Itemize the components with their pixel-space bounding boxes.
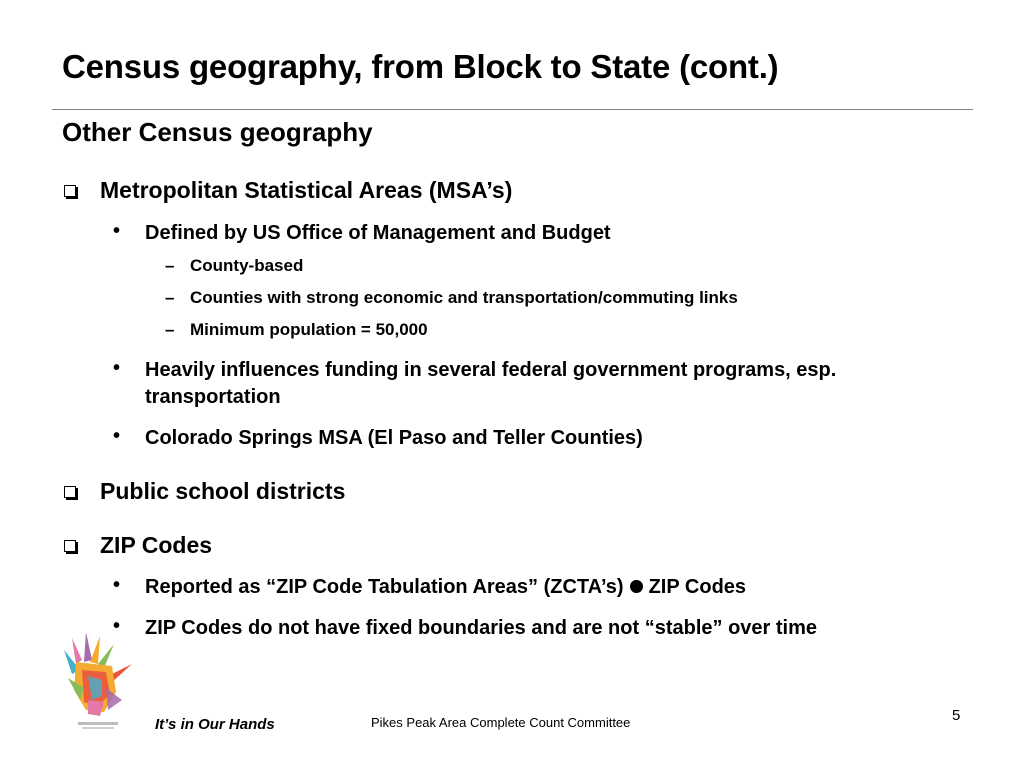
slide-subtitle: Other Census geography (62, 117, 373, 147)
dash-icon: – (165, 288, 175, 307)
footer-tagline: It’s in Our Hands (155, 716, 275, 733)
dash-icon: – (165, 256, 175, 275)
bullet-text (145, 574, 746, 601)
bullet-text-after: ZIP Codes (648, 576, 747, 598)
section-label: Metropolitan Statistical Areas (MSA’s) (100, 177, 513, 203)
checkbox-bullet-icon (64, 540, 76, 552)
bullet-text-line2: transportation (145, 386, 281, 408)
bullet-text: Defined by US Office of Management and Budget (145, 222, 611, 244)
bullet-text-before: Reported as “ZIP Code Tabulation Areas” (ZCTA’s) (145, 576, 624, 598)
logo-hands (64, 632, 132, 716)
arrow-circle-icon (630, 580, 643, 593)
bullet-icon: • (113, 425, 121, 447)
bullet-text: ZIP Codes do not have fixed boundaries and are not “stable” over time (145, 617, 817, 639)
title-divider (52, 109, 973, 110)
dash-icon: – (165, 320, 175, 339)
colorful-hands-icon (58, 630, 138, 734)
slide-title: Census geography, from Block to State (cont.) (62, 48, 779, 85)
bullet-icon: • (113, 357, 121, 379)
bullet-text: Colorado Springs MSA (El Paso and Teller Counties) (145, 427, 643, 449)
bullet-icon: • (113, 220, 121, 242)
section-label: ZIP Codes (100, 532, 213, 558)
section-label: Public school districts (100, 478, 346, 504)
bullet-text-line1: Heavily influences funding in several federal government programs, esp. (145, 359, 837, 381)
sub-bullet-text: Minimum population = 50,000 (190, 320, 428, 339)
bullet-icon: • (113, 615, 121, 637)
page-number: 5 (952, 707, 961, 724)
bullet-icon: • (113, 574, 121, 596)
sub-bullet-text: Counties with strong economic and transportation/commuting links (190, 288, 738, 307)
checkbox-bullet-icon (64, 185, 76, 197)
footer-organization: Pikes Peak Area Complete Count Committee (371, 715, 631, 730)
sub-bullet-text: County-based (190, 256, 304, 275)
checkbox-bullet-icon (64, 486, 76, 498)
